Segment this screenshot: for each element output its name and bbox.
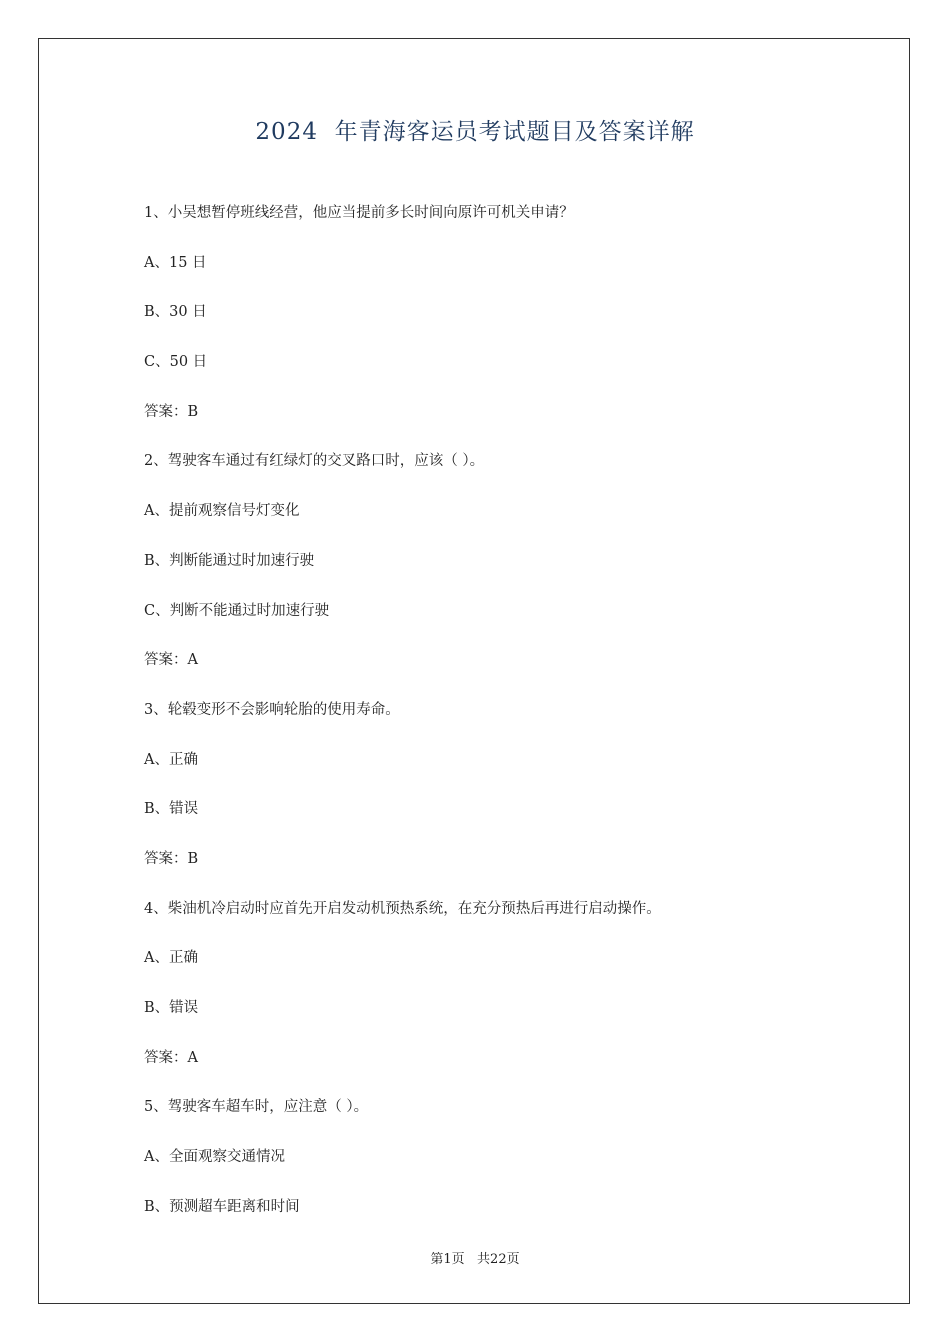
question-3-option-b: B、错误 (144, 801, 199, 818)
question-2-option-a: A、提前观察信号灯变化 (144, 503, 300, 520)
question-2-answer: 答案：A (144, 652, 198, 669)
question-3-text: 3、轮毂变形不会影响轮胎的使用寿命。 (144, 701, 400, 718)
question-3-option-a: A、正确 (144, 751, 198, 768)
question-1-option-b: B、30 日 (144, 304, 207, 321)
question-1-option-c: C、50 日 (144, 354, 208, 371)
question-3-answer: 答案：B (144, 850, 199, 867)
question-2-option-c: C、判断不能通过时加速行驶 (144, 602, 330, 619)
question-4-text: 4、柴油机冷启动时应首先开启发动机预热系统，在充分预热后再进行启动操作。 (144, 900, 661, 917)
question-4-option-b: B、错误 (144, 1000, 199, 1016)
question-5-option-b: B、预测超车距离和时间 (144, 1198, 300, 1215)
document-title: 2024 年青海客运员考试题目及答案详解 (255, 119, 695, 145)
question-1-text: 1、小吴想暂停班线经营，他应当提前多长时间向原许可机关申请？ (144, 205, 574, 221)
page-footer: 第1页 共22页 (430, 1252, 520, 1267)
question-4-answer: 答案：A (144, 1049, 198, 1066)
question-2-text: 2、驾驶客车通过有红绿灯的交叉路口时，应该（ ）。 (144, 453, 485, 470)
question-2-option-b: B、判断能通过时加速行驶 (144, 552, 315, 569)
question-4-option-a: A、正确 (144, 950, 198, 967)
question-5-text: 5、驾驶客车超车时，应注意（ ）。 (144, 1099, 369, 1116)
question-1-option-a: A、15 日 (144, 254, 207, 271)
question-5-option-a: A、全面观察交通情况 (144, 1149, 285, 1166)
question-list (144, 203, 884, 1246)
question-1-answer: 答案：B (144, 403, 199, 420)
